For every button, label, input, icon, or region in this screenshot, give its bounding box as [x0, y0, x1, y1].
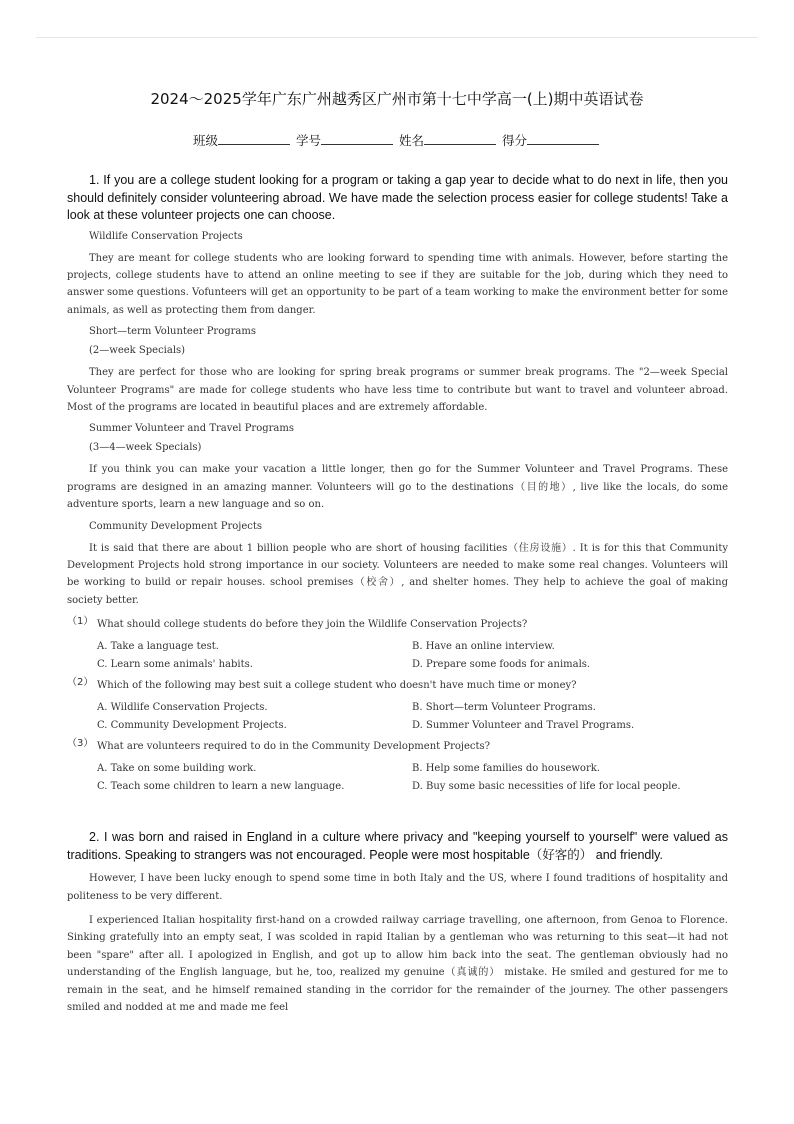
name-label: 姓名: [398, 133, 424, 148]
q1-section-subtitle: (2—week Specials): [89, 345, 186, 357]
q1-section-title: Community Development Projects: [89, 520, 263, 532]
name-field[interactable]: [424, 134, 496, 145]
question-1: [67, 172, 728, 795]
q1-paragraph: It is said that there are about 1 billion people who are short of housing facilities（住房设施）. It is for this that Community Development Projects hold strong importance in our society. Volunteers are needed to make some real changes. Volunteers will be working to build or repair houses. school premises（校舍）, and shelter homes. They help to achieve the goal of making society better.: [67, 542, 728, 606]
question-2: [67, 829, 728, 1016]
class-field[interactable]: [218, 134, 290, 145]
exam-content: [67, 172, 728, 1023]
options: [97, 638, 728, 673]
sub-question-stem: Which of the following may best suit a college student who doesn't have much time or money?: [97, 680, 577, 692]
student-info-line: [0, 131, 794, 149]
q1-section-title: Short—term Volunteer Programs: [89, 326, 256, 338]
q2-paragraph: I experienced Italian hospitality first-hand on a crowded railway carriage travelling, one afternoon, from Genoa to Florence. Sinking gratefully into an empty seat, I was scolded in rapid Italian by a gentleman who was returning to this seat—it had not been "spare" after all. I apologized in English, and got up to allow him back into the seat. The gentleman obviously had no understanding of the English language, but he, too, realized my genuine（真诚的） mistake. He smiled and gestured for me to remain in the seat, and he himself remained standing in the corridor for the remainder of the journey. The other passengers smiled and nodded at me and made me feel: [67, 915, 728, 1014]
q2-intro: 2. I was born and raised in England in a culture where privacy and "keeping yourself to yourself" were valued as traditions. Speaking to strangers was not encouraged. People were most hospitable（好客的） and friendly.: [67, 830, 728, 862]
option-b[interactable]: B. Have an online interview.: [412, 641, 555, 653]
question-spacer: [67, 799, 728, 829]
q1-paragraph: If you think you can make your vacation a little longer, then go for the Summer Volunteer and Travel Programs. These programs are designed in an amazing manner. Volunteers will go to the destinations（目的地）, live like the locals, do some adventure sports, learn a new language and so on.: [67, 464, 728, 511]
class-label: 班级: [192, 133, 218, 148]
option-d[interactable]: D. Summer Volunteer and Travel Programs.: [412, 720, 635, 732]
option-b[interactable]: B. Help some families do housework.: [412, 763, 600, 775]
score-label: 得分: [501, 133, 527, 148]
q1-section-title: Summer Volunteer and Travel Programs: [89, 423, 294, 435]
option-a[interactable]: A. Take on some building work.: [97, 763, 257, 775]
q1-intro: 1. If you are a college student looking for a program or taking a gap year to decide what to do next in life, then you should definitely consider volunteering abroad. We have made the selection process easier for college students! Take a look at these volunteer projects one can choose.: [67, 173, 728, 222]
option-b[interactable]: B. Short—term Volunteer Programs.: [412, 702, 596, 714]
option-c[interactable]: C. Community Development Projects.: [97, 720, 287, 732]
sub-question-number: （1）: [67, 616, 94, 628]
options: [97, 699, 728, 734]
option-c[interactable]: C. Teach some children to learn a new language.: [97, 781, 345, 793]
q1-paragraph: They are perfect for those who are looking for spring break programs or summer break programs. The "2—week Special Volunteer Programs" are made for college students who have less time to contribute but want to travel and volunteer abroad. Most of the programs are located in beautiful places and are extremely affordable.: [67, 367, 728, 413]
q1-paragraph: They are meant for college students who are looking forward to spending time with animals. However, before starting the projects, college students have to attend an online meeting to see if they are suitable for the job, during which they need to answer some questions. Vofunteers will get an opportunity to be part of a team working to make the environment better for some animals, as well as protecting them from danger.: [67, 252, 728, 316]
option-d[interactable]: D. Buy some basic necessities of life for local people.: [412, 781, 681, 793]
sub-question-2: [67, 677, 728, 734]
option-d[interactable]: D. Prepare some foods for animals.: [412, 659, 591, 671]
id-label: 学号: [295, 133, 321, 148]
sub-question-number: （3）: [67, 738, 94, 750]
sub-question-number: （2）: [67, 677, 94, 689]
option-a[interactable]: A. Wildlife Conservation Projects.: [97, 702, 268, 714]
sub-question-3: [67, 738, 728, 795]
id-field[interactable]: [321, 134, 393, 145]
option-a[interactable]: A. Take a language test.: [97, 641, 219, 653]
options: [97, 760, 728, 795]
sub-question-1: [67, 616, 728, 673]
top-divider: [36, 37, 758, 38]
sub-question-stem: What are volunteers required to do in the Community Development Projects?: [97, 741, 491, 753]
option-c[interactable]: C. Learn some animals' habits.: [97, 659, 253, 671]
q1-section-title: Wildlife Conservation Projects: [89, 230, 243, 242]
sub-question-stem: What should college students do before they join the Wildlife Conservation Projects?: [97, 619, 528, 631]
q1-section-subtitle: (3—4—week Specials): [89, 442, 202, 454]
score-field[interactable]: [527, 134, 599, 145]
q2-paragraph: However, I have been lucky enough to spend some time in both Italy and the US, where I found traditions of hospitality and politeness to be very different.: [67, 873, 728, 902]
page-title: 2024～2025学年广东广州越秀区广州市第十七中学高一(上)期中英语试卷: [150, 90, 644, 108]
